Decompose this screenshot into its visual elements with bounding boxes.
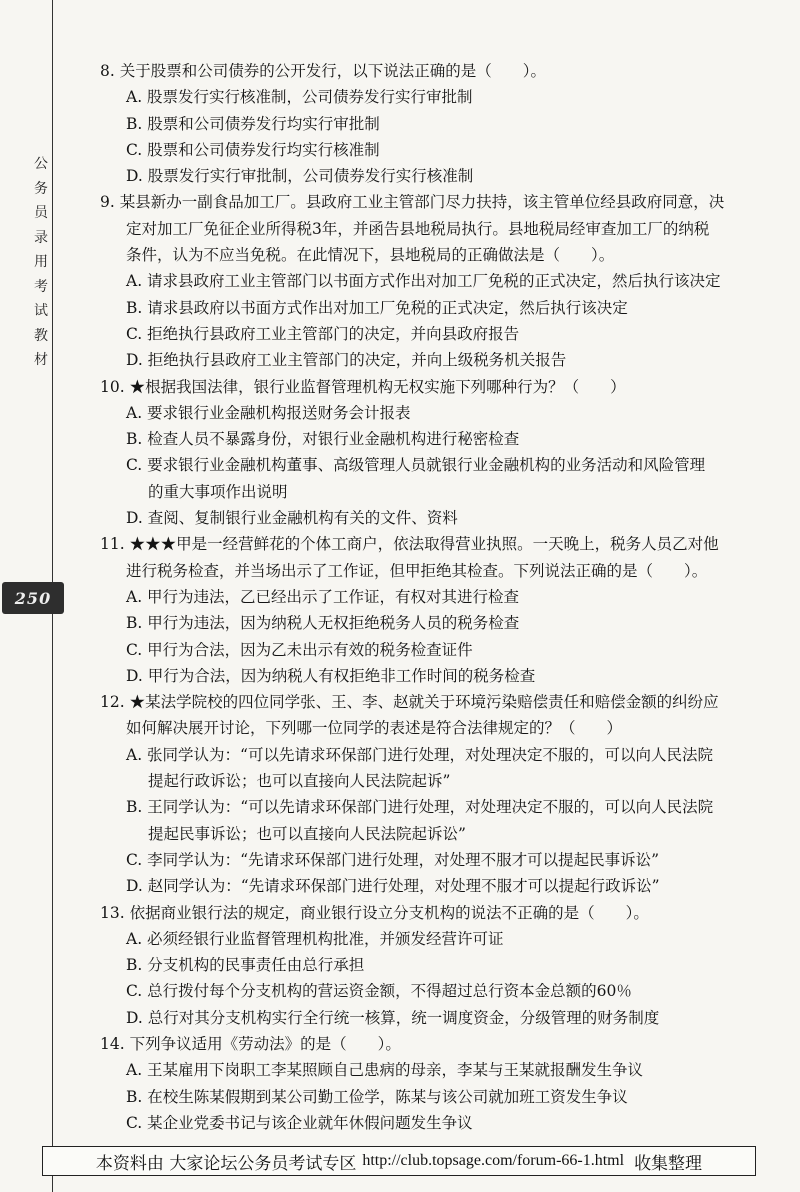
answer-option: C. 股票和公司债券发行均实行核准制 (126, 140, 380, 159)
side-label-char: 员 (34, 205, 48, 221)
question-stem-line: 11. ★★★甲是一经营鲜花的个体工商户，依法取得营业执照。一天晚上，税务人员乙对他 (100, 535, 719, 554)
answer-option: A. 请求县政府工业主管部门以书面方式作出对加工厂免税的正式决定，然后执行该决定 (126, 272, 721, 291)
answer-option: 的重大事项作出说明 (148, 482, 288, 501)
answer-option: C. 要求银行业金融机构董事、高级管理人员就银行业金融机构的业务活动和风险管理 (126, 456, 706, 475)
question-stem-line: 14. 下列争议适用《劳动法》的是（ ）。 (100, 1034, 401, 1053)
side-label-char: 录 (34, 229, 48, 246)
answer-option: D. 股票发行实行审批制，公司债券发行实行核准制 (126, 167, 474, 186)
side-label-char: 材 (34, 352, 48, 368)
footer-url[interactable]: http://club.topsage.com/forum-66-1.html (362, 1152, 625, 1169)
question (82, 531, 772, 689)
footer-prefix: 本资料由 大家论坛公务员考试专区 (95, 1153, 357, 1174)
question (82, 189, 772, 373)
answer-option: D. 甲行为合法，因为纳税人有权拒绝非工作时间的税务检查 (126, 666, 536, 685)
answer-option: A. 王某雇用下岗职工李某照顾自己患病的母亲，李某与王某就报酬发生争议 (126, 1061, 644, 1080)
answer-option: A. 要求银行业金融机构报送财务会计报表 (126, 403, 411, 422)
answer-option: A. 张同学认为：“可以先请求环保部门进行处理，对处理决定不服的，可以向人民法院 (126, 745, 713, 764)
answer-option: B. 王同学认为：“可以先请求环保部门进行处理，对处理决定不服的，可以向人民法院 (126, 798, 714, 817)
side-label-char: 考 (34, 278, 48, 295)
side-label-char: 教 (34, 327, 48, 344)
answer-option: B. 分支机构的民事责任由总行承担 (126, 956, 365, 975)
answer-option: C. 拒绝执行县政府工业主管部门的决定，并向县政府报告 (126, 324, 520, 343)
footer-banner (42, 1146, 756, 1176)
footer-suffix: 收集整理 (634, 1153, 703, 1174)
answer-option: A. 股票发行实行核准制，公司债券发行实行审批制 (126, 88, 473, 107)
page-number: 250 (2, 582, 64, 614)
answer-option: C. 甲行为合法，因为乙未出示有效的税务检查证件 (126, 640, 473, 659)
question-stem-line: 8. 关于股票和公司债券的公开发行，以下说法正确的是（ ）。 (100, 62, 546, 80)
answer-option: B. 甲行为违法，因为纳税人无权拒绝税务人员的税务检查 (126, 614, 520, 633)
question (82, 58, 772, 189)
answer-option: A. 甲行为违法，乙已经出示了工作证，有权对其进行检查 (126, 587, 520, 606)
answer-option: D. 查阅、复制银行业金融机构有关的文件、资料 (126, 509, 458, 528)
answer-option: B. 股票和公司债券发行均实行审批制 (126, 114, 380, 133)
answer-option: C. 某企业党委书记与该企业就年休假问题发生争议 (126, 1113, 473, 1132)
question-stem-line: 定对加工厂免征企业所得税3年，并函告县地税局执行。县地税局经审查加工厂的纳税 (126, 219, 710, 238)
answer-option: D. 拒绝执行县政府工业主管部门的决定，并向上级税务机关报告 (126, 351, 567, 370)
answer-option: C. 总行拨付每个分支机构的营运资金额，不得超过总行资本金总额的60％ (126, 982, 632, 1001)
question (82, 1031, 772, 1136)
answer-option: A. 必须经银行业监督管理机构批准，并颁发经营许可证 (126, 929, 504, 948)
question-stem-line: 10. ★根据我国法律，银行业监督管理机构无权实施下列哪种行为？（ ） (100, 377, 626, 396)
side-label-char: 试 (34, 303, 48, 319)
side-label (33, 152, 49, 373)
answer-option: B. 请求县政府以书面方式作出对加工厂免税的正式决定，然后执行该决定 (126, 298, 628, 317)
side-label-char: 用 (34, 254, 48, 270)
question-stem-line: 13. 依据商业银行法的规定，商业银行设立分支机构的说法不正确的是（ ）。 (100, 903, 649, 922)
answer-option: 提起行政诉讼；也可以直接向人民法院起诉” (148, 772, 451, 791)
answer-option: B. 在校生陈某假期到某公司勤工俭学，陈某与该公司就加班工资发生争议 (126, 1087, 628, 1106)
question (82, 374, 772, 532)
side-label-char: 务 (34, 180, 48, 197)
question-stem-line: 如何解决展开讨论，下列哪一位同学的表述是符合法律规定的？（ ） (126, 719, 623, 738)
side-label-char: 公 (34, 156, 48, 172)
answer-option: C. 李同学认为：“先请求环保部门进行处理，对处理不服才可以提起民事诉讼” (126, 850, 660, 869)
answer-option: B. 检查人员不暴露身份，对银行业金融机构进行秘密检查 (126, 430, 520, 449)
question-stem-line: 12. ★某法学院校的四位同学张、王、李、赵就关于环境污染赔偿责任和赔偿金额的纠纷应 (100, 693, 719, 712)
question-stem-line: 进行税务检查，并当场出示了工作证，但甲拒绝其检查。下列说法正确的是（ ）。 (126, 561, 708, 580)
answer-option: 提起民事诉讼；也可以直接向人民法院起诉讼” (148, 824, 466, 843)
question-stem-line: 条件，认为不应当免税。在此情况下，县地税局的正确做法是（ ）。 (126, 246, 615, 265)
question-stem-line: 9. 某县新办一副食品加工厂。县政府工业主管部门尽力扶持，该主管单位经县政府同意，决 (100, 193, 725, 212)
question-list (82, 58, 772, 1136)
answer-option: D. 赵同学认为：“先请求环保部门进行处理，对处理不服才可以提起行政诉讼” (126, 877, 660, 896)
question (82, 900, 772, 1031)
question (82, 689, 772, 899)
answer-option: D. 总行对其分支机构实行全行统一核算，统一调度资金，分级管理的财务制度 (126, 1008, 660, 1027)
